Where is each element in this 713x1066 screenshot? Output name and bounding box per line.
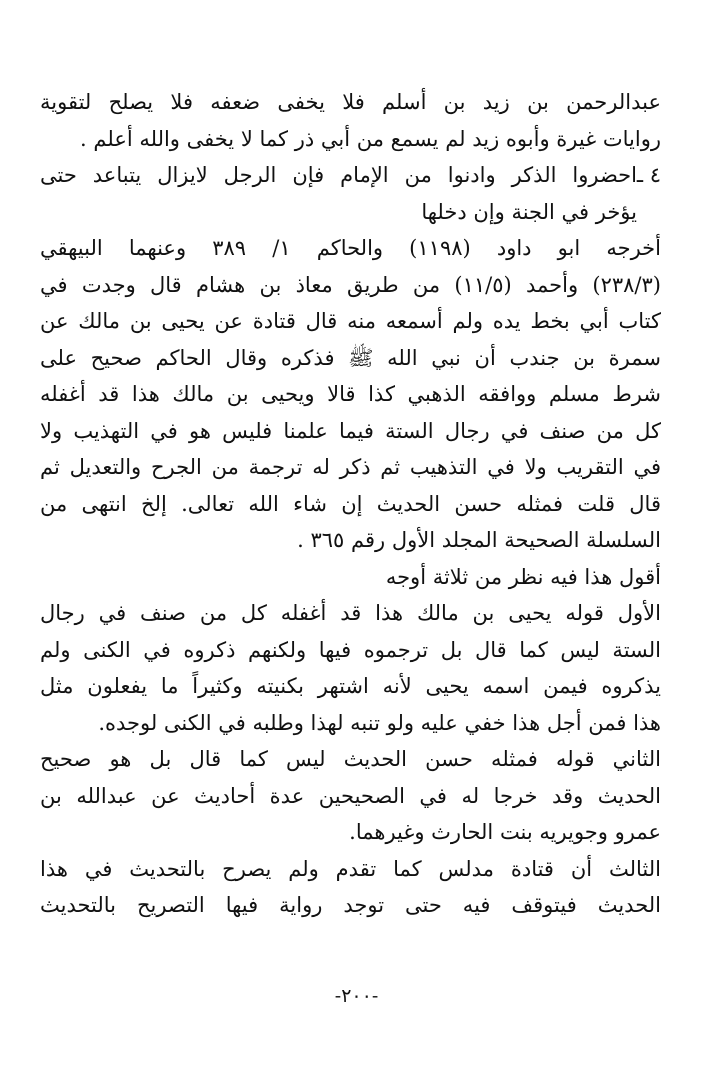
text-line: احضروا الذكر وادنوا من الإمام فإن الرجل لايزال يتباعد حتى (40, 163, 637, 187)
text-line: قال قلت فمثله حسن الحديث إن شاء الله تعالى. إلخ انتهى من (40, 491, 661, 516)
page-number: -٢٠٠- (334, 985, 379, 1007)
text-line: الحديث وقد خرجا له في الصحيحين عدة أحاديث عن عبدالله بن (40, 783, 661, 808)
text-line: في التقريب ولا في التذهيب ثم ذكر له ترجمة من الجرح والتعديل ثم (40, 455, 661, 479)
text-line: عبدالرحمن بن زيد بن أسلم فلا يخفى ضعفه فلا يصلح لتقوية (40, 90, 661, 114)
text-line: روايات غيرة وأبوه زيد لم يسمع من أبي ذر كما لا يخفى والله أعلم . (80, 126, 661, 151)
text-line: أخرجه ابو داود (١١٩٨) والحاكم ١/ ٣٨٩ وعنهما البيهقي (40, 236, 661, 260)
text-line: كتاب أبي بخط يده ولم أسمعه منه قال قتادة عن يحيى بن مالك عن (40, 309, 661, 333)
text-line: الحديث فيتوقف فيه حتى توجد رواية فيها التصريح بالتحديث (40, 893, 661, 917)
text-line: الأول قوله يحيى بن مالك هذا قد أغفله كل من صنف في رجال (40, 601, 661, 625)
text-line: السلسلة الصحيحة المجلد الأول رقم ٣٦٥ . (297, 528, 661, 552)
text-line: يؤخر في الجنة وإن دخلها (421, 199, 637, 224)
page-body (40, 84, 661, 924)
text-line: هذا فمن أجل هذا خفي عليه ولو تنبه لهذا وطلبه في الكنى لوجده. (98, 710, 661, 735)
text-line: يذكروه فيمن اسمه يحيى لأنه اشتهر بكنيته وكثيراً ما يفعلون مثل (40, 674, 662, 698)
text-line: سمرة بن جندب أن نبي الله ﷺ فذكره وقال الحاكم صحيح على (40, 345, 661, 370)
text-line: كل من صنف في رجال الستة فيما علمنا فليس هو في التهذيب ولا (40, 418, 661, 443)
item-number: ٤ ـ (636, 163, 661, 187)
text-line: الستة ليس كما قال بل ترجموه فيها ولكنهم ذكروه في الكنى ولم (40, 637, 661, 662)
text-line: الثاني قوله فمثله حسن الحديث ليس كما قال بل هو صحيح (40, 747, 661, 771)
text-line: شرط مسلم ووافقه الذهبي كذا قالا ويحيى بن مالك هذا قد أغفله (40, 382, 661, 406)
text-line: عمرو وجويريه بنت الحارث وغيرهما. (349, 820, 661, 844)
text-line: أقول هذا فيه نظر من ثلاثة أوجه (385, 564, 661, 589)
text-line: (٢٣٨/٣) وأحمد (١١/٥) من طريق معاذ بن هشام قال وجدت في (40, 272, 661, 297)
numbered-item-4 (40, 157, 661, 194)
text-line: الثالث أن قتادة مدلس كما تقدم ولم يصرح بالتحديث في هذا (40, 856, 661, 881)
